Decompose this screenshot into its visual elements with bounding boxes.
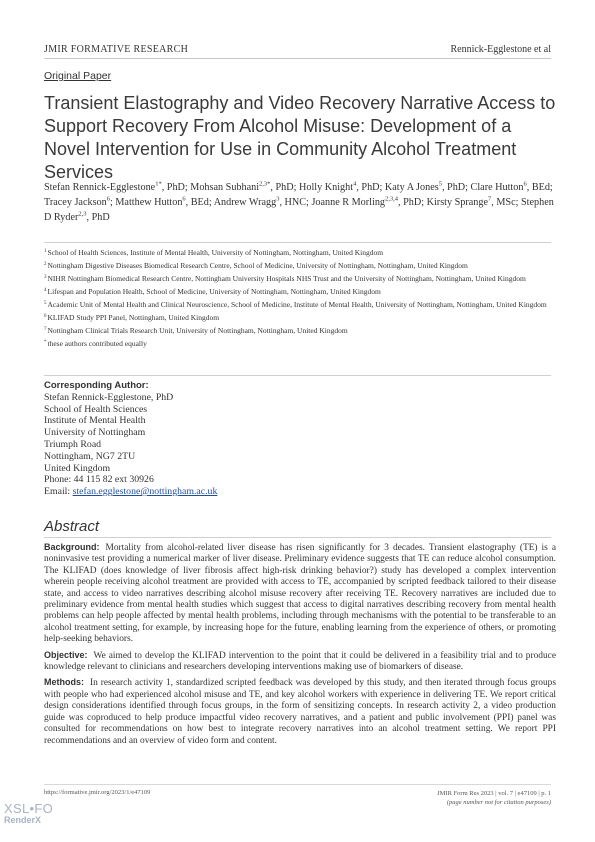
abstract-section	[44, 542, 556, 646]
abstract-section	[44, 677, 556, 746]
divider	[44, 242, 551, 243]
author: Katy A Jones$^5$, PhD;	[384, 180, 471, 193]
author: Tracey Jackson$^6$;	[44, 195, 116, 208]
section-label: Original Paper	[44, 70, 112, 82]
abstract-section-text: Mortality from alcohol-related liver disease has risen significantly for 3 decades. Transient elastography (TE) is a noninvasive test providing a numerical marker of liver disease. Preliminary evidence suggests that TE can reduce alcohol consumption. The KLIFAD (does knowledge of liver fibrosis affect high-risk drinking behavior?) study has developed a complex intervention wherein people receiving alcohol treatment are provided with access to TE, accompanied by scripted feedback tailored to their disease state, and access to video narratives describing alcohol misuse recovery after receiving TE. Recovery narratives are included due to preliminary evidence from mental health studies which suggest that access to digital narratives describing recovery from mental health problems can help people affected by mental health problems, including through mechanisms with the potential to be transferable to an alcohol treatment setting, for example, by increasing hope for the future, enabling learning from the experience of others, or promoting help-seeking behaviors.	[44, 543, 556, 645]
author: Mohsan Subhani$^{2,3*}$, PhD;	[190, 180, 300, 193]
email-label: Email:	[44, 486, 71, 498]
author: Clare Hutton$^6$, BEd;	[470, 180, 553, 193]
footer-divider	[44, 784, 551, 785]
footer-citation: JMIR Form Res 2023 | vol. 7 | e47109 | p. 1	[437, 790, 551, 797]
abstract-section-label: Objective:	[44, 649, 88, 660]
abstract-section-label: Background:	[44, 542, 100, 552]
abstract-section-label: Methods:	[44, 677, 84, 688]
corresponding-address	[44, 392, 556, 486]
affiliation: *these authors contributed equally	[44, 339, 147, 348]
author: Matthew Hutton$^6$, BEd;	[115, 195, 214, 208]
affiliation: $^3$NIHR Nottingham Biomedical Research Centre, Nottingham University Hospitals NHS Trust and the University of Nottingham, Nottingham, United Kingdom	[44, 274, 526, 283]
author: Stephen D Ryder$^{2,3}$, PhD	[44, 197, 554, 223]
logo-line2: RenderX	[4, 815, 42, 825]
logo-line1: XSL•FO	[4, 801, 53, 816]
affiliation: $^1$School of Health Sciences, Institute of Mental Health, University of Nottingham, Nottingham, United Kingdom	[44, 248, 384, 257]
footer-url[interactable]: https://formative.jmir.org/2023/1/e47109	[44, 789, 151, 796]
address-line: Institute of Mental Health	[44, 415, 146, 427]
header-divider	[44, 58, 551, 59]
affiliation: $^7$Nottingham Clinical Trials Research Unit, University of Nottingham, Nottingham, United Kingdom	[44, 326, 348, 335]
address-line: University of Nottingham	[44, 427, 146, 439]
abstract-section-text: We aimed to develop the KLIFAD intervention to the point that it could be delivered in a feasibility trial and to produce knowledge relevant to clinicians and researchers developing interventions making use of biomarkers of disease.	[44, 650, 556, 673]
divider	[44, 375, 551, 376]
corresponding-author-label: Corresponding Author:	[44, 380, 149, 391]
address-line: School of Health Sciences	[44, 403, 148, 415]
affiliation: $^4$Lifespan and Population Health, School of Medicine, University of Nottingham, Nottingham, United Kingdom	[44, 287, 381, 296]
affiliation: $^6$KLIFAD Study PPI Panel, Nottingham, United Kingdom	[44, 313, 220, 322]
author: Joanne R Morling$^{2,3,4}$, PhD;	[311, 195, 427, 208]
article-title: Transient Elastography and Video Recovery Narrative Access to Support Recovery From Alcohol Misuse: Development of a Novel Intervention for Use in Community Alcohol Treatment Services	[44, 93, 556, 182]
running-author: Rennick-Egglestone et al	[450, 44, 551, 55]
author: Stefan Rennick-Egglestone$^{1*}$, PhD;	[44, 180, 191, 193]
affiliation: $^2$Nottingham Digestive Diseases Biomedical Research Centre, School of Medicine, University of Nottingham, Nottingham, United Kingdom	[44, 261, 468, 270]
email-link[interactable]: stefan.egglestone@nottingham.ac.uk	[72, 486, 218, 498]
author: Holly Knight$^4$, PhD;	[299, 180, 385, 193]
address-line: United Kingdom	[44, 462, 111, 474]
corresponding-author-block	[44, 380, 556, 498]
author: Kirsty Sprange$^7$, MSc;	[426, 195, 521, 208]
divider	[44, 537, 551, 538]
footer-note: (page number not for citation purposes)	[446, 799, 551, 806]
abstract-section-text: In research activity 1, standardized scripted feedback was developed by this study, and then iterated through focus groups with people who had experienced alcohol misuse and TE, and key alcohol workers with experience in delivering TE. We report critical design considerations identified through focus groups, in the form of sensitizing concepts. In research activity 2, a video production guide was coproduced to help produce impactful video recovery narratives, and a patient and public involvement (PPI) panel was consulted for recommendations on how best to integrate recovery narratives into an alcohol treatment setting. We report PPI recommendations and an overview of video form and content.	[44, 678, 556, 746]
author: Andrew Wragg$^3$, HNC;	[213, 195, 312, 208]
address-line: Stefan Rennick-Egglestone, PhD	[44, 391, 174, 403]
affiliation-list	[44, 247, 556, 351]
abstract-body	[44, 542, 556, 751]
address-line: Triumph Road	[44, 438, 102, 450]
footer-citation-block	[437, 789, 551, 807]
journal-name: JMIR FORMATIVE RESEARCH	[44, 44, 189, 55]
address-line: Phone: 44 115 82 ext 30926	[44, 474, 154, 486]
affiliation: $^5$Academic Unit of Mental Health and Clinical Neuroscience, School of Medicine, Institute of Mental Health, University of Nottingham, Nottingham, United Kingdom	[44, 300, 547, 309]
abstract-section	[44, 650, 556, 674]
author-list	[44, 180, 556, 225]
abstract-heading: Abstract	[44, 518, 100, 535]
xslfo-logo	[4, 801, 53, 825]
address-line: Nottingham, NG7 2TU	[44, 450, 136, 462]
email-line	[44, 486, 556, 498]
